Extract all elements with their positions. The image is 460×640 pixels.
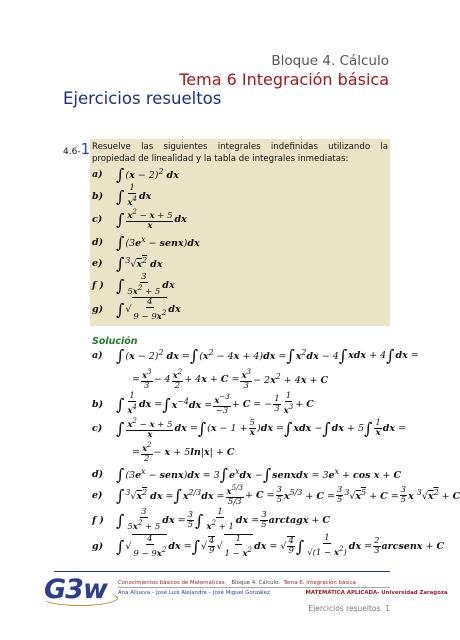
label-c: c)	[92, 213, 103, 225]
sol-label-a: a)	[92, 349, 103, 361]
page-number: 1	[385, 604, 390, 613]
sol-label-g: g)	[92, 540, 104, 552]
footer-authors-line	[118, 590, 448, 596]
footer-separator	[54, 571, 390, 572]
exercise-c: c) ∫ $\frac{x^2 - x + 5}{x}$ dx	[92, 207, 187, 231]
footer-rule	[118, 587, 390, 588]
solution-a: a) ∫ $(x - 2)^2$ dx = ∫ $(x^2 - 4x + 4)dx$ = ∫ $x^2dx - 4$ ∫ xdx + 4 ∫ dx =	[92, 345, 419, 365]
exercise-prefix: 4.6-	[63, 147, 81, 157]
solution-f: f ) ∫ $\frac{3}{5x^2 + 5}$ dx = $\frac{3}{5}$ ∫ $\frac{1}{x^2 + 1}$ dx = $\frac{3}{5}$ arctagx + C	[92, 507, 330, 532]
solution-d: d) ∫ ($3e^x$ − senx)dx = 3 ∫ $e^xdx$ − ∫ senxdx = $3e^x + \cos x + C$	[92, 464, 402, 484]
exercise-index: 1	[80, 140, 91, 158]
label-a: a)	[92, 168, 103, 180]
label-g: g)	[92, 303, 104, 315]
sol-label-e: e)	[92, 489, 103, 501]
footer-course: Conocimientos básicos de Matemáticas.	[118, 580, 227, 586]
sol-label-b: b)	[92, 398, 104, 410]
exercise-d: d) ∫ ($3e^x$ − senx)dx	[92, 232, 200, 252]
exercise-b: b) ∫ $\frac{1}{x^4}$ dx	[92, 183, 152, 208]
solution-b: b) ∫ $\frac{1}{x^4}$ dx = ∫ $x^{-4}dx$ = $\frac{x^{-3}}{-3}$ + C = − $\frac{1}{3}$ $\frac{1}{x^3}$ + C	[92, 391, 314, 416]
tema-title: Tema 6 Integración básica	[179, 70, 389, 89]
label-f: f )	[92, 279, 104, 291]
sol-label-c: c)	[92, 422, 103, 434]
page-label: Ejercicios resueltos	[308, 604, 381, 613]
exercise-a: a) ∫ $(x - 2)^2$ dx	[92, 164, 179, 184]
label-b: b)	[92, 190, 104, 202]
label-d: d)	[92, 236, 104, 248]
solution-a-2: = $\frac{x^3}{3}$ − 4 $\frac{x^2}{2}$ + 4x + C = $\frac{x^3}{3}$ − $2x^2 + 4x + C$	[132, 367, 329, 391]
exercise-statement: Resuelve las siguientes integrales indefinidas utilizando la propiedad de linealidad y la tabla de integrales inmediatas:	[92, 142, 388, 164]
section-title: Ejercicios resueltos	[63, 89, 222, 108]
footer-authors: Ana Allueva – José Luis Alejandre – José Miguel González	[118, 590, 270, 596]
exercise-g: g) ∫ √ $\frac{4}{9 - 9x^2}$ dx	[92, 296, 181, 322]
exercise-f: f ) ∫ $\frac{3}{5x^2 + 5}$ dx	[92, 272, 175, 297]
label-e: e)	[92, 257, 103, 269]
footer-university: MATEMÁTICA APLICADA- Universidad Zaragoza	[305, 590, 448, 596]
solution-g: g) ∫ √ $\frac{4}{9 - 9x^2}$ dx = ∫ √ $\frac{4}{9}$ √ $\frac{1}{1 - x^2}$ dx = √ $\frac{4}{9}$ ∫ $\frac{1}{√(1 - x^2)}$ dx = $\frac{2}{3}$ arcsenx + C	[92, 533, 444, 559]
exercise-number	[63, 140, 90, 158]
logo: G3w	[44, 574, 107, 605]
exercise-e: e) ∫ $^3√x^2$ dx	[92, 253, 163, 273]
solution-title: Solución	[92, 336, 138, 347]
footer-course-line	[118, 580, 356, 586]
footer-tema: Tema 6. Integración básica	[283, 580, 356, 586]
sol-label-d: d)	[92, 468, 104, 480]
solution-e: e) ∫ $^3√x^2$ dx = ∫ $x^{2/3}dx$ = $\frac{x^{5/3}}{5/3}$ + C = $\frac{3}{5}$ $x^{5/3} + C$ = $\frac{3}{5}$ $^3√x^5 + C$ = $\frac{3}{5}$ x $^3√x^2 + C$	[92, 483, 460, 507]
footer-bloque: Bloque 4. Cálculo.	[231, 580, 280, 586]
sol-label-f: f )	[92, 514, 104, 526]
bloque-title: Bloque 4. Cálculo	[271, 53, 389, 69]
solution-c: c) ∫ $\frac{x^2 - x + 5}{x}$ dx = ∫ (x − 1 + $\frac{5}{x}$ )dx = ∫ xdx − ∫ dx + 5 ∫ $\frac{1}{x}$ dx =	[92, 416, 407, 440]
page-footer	[308, 604, 390, 613]
solution-c-2: = $\frac{x^2}{2}$ − x + 5ln|x| + C	[132, 440, 235, 464]
